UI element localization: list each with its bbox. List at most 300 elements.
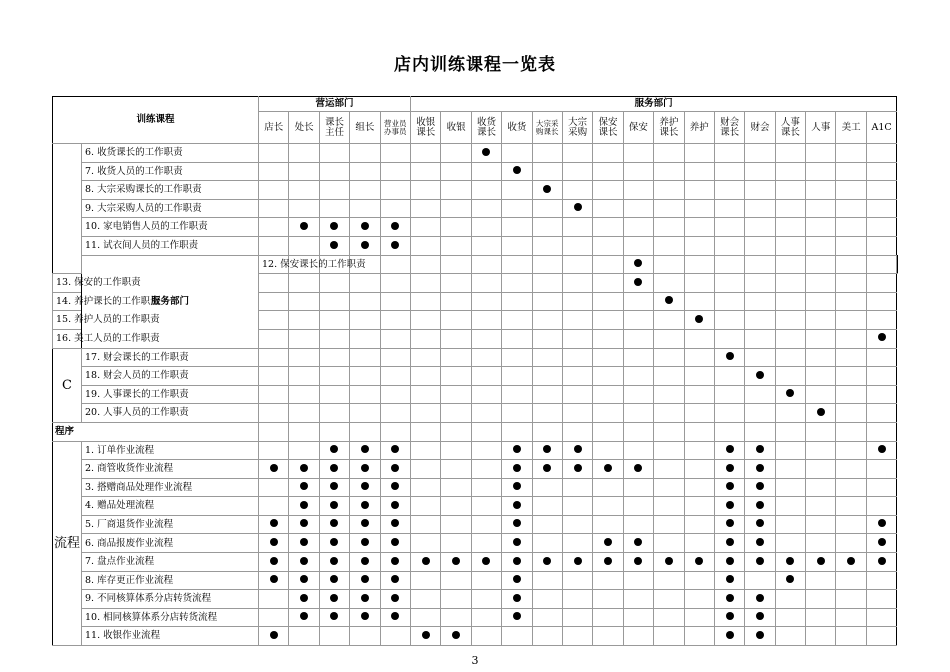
mark-cell <box>654 162 684 181</box>
bullet-dot-icon <box>330 538 338 546</box>
mark-cell <box>654 460 684 479</box>
mark-cell <box>806 292 836 311</box>
mark-cell <box>654 478 684 497</box>
bullet-dot-icon <box>391 612 399 620</box>
mark-cell <box>502 460 532 479</box>
bullet-dot-icon <box>695 557 703 565</box>
mark-cell <box>411 478 441 497</box>
mark-cell <box>319 274 349 293</box>
mark-cell <box>380 329 410 348</box>
mark-cell <box>380 236 410 255</box>
mark-cell <box>684 348 714 367</box>
mark-cell <box>532 422 562 441</box>
bullet-dot-icon <box>756 594 764 602</box>
mark-cell <box>714 441 744 460</box>
bullet-dot-icon <box>391 464 399 472</box>
mark-cell <box>836 144 866 163</box>
mark-cell <box>259 218 289 237</box>
mark-cell <box>532 311 562 330</box>
mark-cell <box>654 255 684 274</box>
bullet-dot-icon <box>361 575 369 583</box>
mark-cell <box>623 478 653 497</box>
mark-cell <box>532 367 562 386</box>
mark-cell <box>745 441 775 460</box>
column-header: 养护 课长 <box>654 112 684 144</box>
bullet-dot-icon <box>300 501 308 509</box>
bullet-dot-icon <box>878 333 886 341</box>
mark-cell <box>714 422 744 441</box>
mark-cell <box>775 385 805 404</box>
mark-cell <box>714 515 744 534</box>
mark-cell <box>562 553 592 572</box>
mark-cell <box>745 199 775 218</box>
mark-cell <box>684 534 714 553</box>
mark-cell <box>471 404 501 423</box>
bullet-dot-icon <box>878 519 886 527</box>
mark-cell <box>502 385 532 404</box>
bullet-dot-icon <box>634 538 642 546</box>
mark-cell <box>745 422 775 441</box>
bullet-dot-icon <box>330 501 338 509</box>
bullet-dot-icon <box>786 557 794 565</box>
mark-cell <box>350 311 380 330</box>
column-header: 人事 <box>806 112 836 144</box>
process-item: 7. 盘点作业流程 <box>82 553 259 572</box>
mark-cell <box>471 385 501 404</box>
mark-cell <box>259 311 289 330</box>
mark-cell <box>441 236 471 255</box>
mark-cell <box>289 385 319 404</box>
mark-cell <box>714 460 744 479</box>
mark-cell <box>441 144 471 163</box>
mark-cell <box>380 199 410 218</box>
mark-cell <box>623 255 653 274</box>
mark-cell <box>411 441 441 460</box>
mark-cell <box>502 422 532 441</box>
mark-cell <box>411 348 441 367</box>
mark-cell <box>259 199 289 218</box>
mark-cell <box>380 311 410 330</box>
mark-cell <box>380 478 410 497</box>
mark-cell <box>471 590 501 609</box>
mark-cell <box>866 367 896 386</box>
mark-cell <box>806 590 836 609</box>
bullet-dot-icon <box>330 464 338 472</box>
mark-cell <box>623 441 653 460</box>
mark-cell <box>623 329 653 348</box>
mark-cell <box>289 404 319 423</box>
mark-cell <box>623 162 653 181</box>
mark-cell <box>714 274 744 293</box>
mark-cell <box>562 162 592 181</box>
mark-cell <box>380 534 410 553</box>
mark-cell <box>259 515 289 534</box>
bullet-dot-icon <box>270 519 278 527</box>
bullet-dot-icon <box>786 575 794 583</box>
mark-cell <box>775 608 805 627</box>
mark-cell <box>319 590 349 609</box>
bullet-dot-icon <box>756 464 764 472</box>
mark-cell <box>684 199 714 218</box>
mark-cell <box>502 497 532 516</box>
mark-cell <box>289 181 319 200</box>
bullet-dot-icon <box>574 557 582 565</box>
mark-cell <box>745 218 775 237</box>
mark-cell <box>562 292 592 311</box>
mark-cell <box>532 404 562 423</box>
section-letter: C <box>53 348 82 422</box>
mark-cell <box>806 404 836 423</box>
bullet-dot-icon <box>513 612 521 620</box>
process-item: 10. 相同核算体系分店转货流程 <box>82 608 259 627</box>
bullet-dot-icon <box>878 538 886 546</box>
mark-cell <box>319 292 349 311</box>
mark-cell <box>654 199 684 218</box>
mark-cell <box>684 274 714 293</box>
bullet-dot-icon <box>726 575 734 583</box>
mark-cell <box>714 590 744 609</box>
column-header: 组长 <box>350 112 380 144</box>
bullet-dot-icon <box>634 278 642 286</box>
mark-cell <box>745 144 775 163</box>
mark-cell <box>836 274 866 293</box>
mark-cell <box>532 534 562 553</box>
mark-cell <box>259 497 289 516</box>
column-header: 营业员 办事员 <box>380 112 410 144</box>
mark-cell <box>441 199 471 218</box>
mark-cell <box>866 274 896 293</box>
mark-cell <box>350 422 380 441</box>
mark-cell <box>350 144 380 163</box>
mark-cell <box>714 348 744 367</box>
mark-cell <box>259 236 289 255</box>
mark-cell <box>623 144 653 163</box>
mark-cell <box>654 144 684 163</box>
mark-cell <box>806 144 836 163</box>
mark-cell <box>289 348 319 367</box>
mark-cell <box>866 162 896 181</box>
bullet-dot-icon <box>361 538 369 546</box>
bullet-dot-icon <box>665 557 673 565</box>
mark-cell <box>866 608 896 627</box>
mark-cell <box>654 534 684 553</box>
mark-cell <box>411 515 441 534</box>
mark-cell <box>806 367 836 386</box>
mark-cell <box>806 627 836 646</box>
mark-cell <box>532 274 562 293</box>
bullet-dot-icon <box>726 538 734 546</box>
mark-cell <box>684 181 714 200</box>
mark-cell <box>319 422 349 441</box>
mark-cell <box>562 255 592 274</box>
mark-cell <box>775 162 805 181</box>
mark-cell <box>593 497 623 516</box>
bullet-dot-icon <box>574 203 582 211</box>
mark-cell <box>866 627 896 646</box>
mark-cell <box>562 385 592 404</box>
bullet-dot-icon <box>300 612 308 620</box>
mark-cell <box>593 199 623 218</box>
mark-cell <box>623 311 653 330</box>
bullet-dot-icon <box>574 464 582 472</box>
mark-cell <box>532 627 562 646</box>
mark-cell <box>866 553 896 572</box>
bullet-dot-icon <box>513 482 521 490</box>
mark-cell <box>714 162 744 181</box>
mark-cell <box>654 515 684 534</box>
mark-cell <box>866 571 896 590</box>
mark-cell <box>593 162 623 181</box>
bullet-dot-icon <box>604 538 612 546</box>
mark-cell <box>775 329 805 348</box>
mark-cell <box>562 608 592 627</box>
mark-cell <box>714 199 744 218</box>
bullet-dot-icon <box>513 594 521 602</box>
mark-cell <box>593 255 623 274</box>
bullet-dot-icon <box>361 594 369 602</box>
mark-cell <box>684 590 714 609</box>
mark-cell <box>866 515 896 534</box>
mark-cell <box>562 460 592 479</box>
mark-cell <box>654 497 684 516</box>
mark-cell <box>502 329 532 348</box>
mark-cell <box>319 515 349 534</box>
mark-cell <box>380 404 410 423</box>
mark-cell <box>866 404 896 423</box>
mark-cell <box>289 608 319 627</box>
mark-cell <box>623 348 653 367</box>
mark-cell <box>714 329 744 348</box>
column-header: 收货 课长 <box>471 112 501 144</box>
mark-cell <box>411 534 441 553</box>
mark-cell <box>350 478 380 497</box>
mark-cell <box>806 497 836 516</box>
column-header: 保安 <box>623 112 653 144</box>
mark-cell <box>836 367 866 386</box>
mark-cell <box>866 181 896 200</box>
mark-cell <box>775 553 805 572</box>
bullet-dot-icon <box>513 557 521 565</box>
mark-cell <box>441 274 471 293</box>
course-item: 18. 财会人员的工作职责 <box>82 367 259 386</box>
mark-cell <box>411 199 441 218</box>
bullet-dot-icon <box>756 445 764 453</box>
program-label: 程序 <box>53 422 259 441</box>
mark-cell <box>350 236 380 255</box>
mark-cell <box>836 329 866 348</box>
mark-cell <box>411 608 441 627</box>
mark-cell <box>684 385 714 404</box>
course-item: 12. 保安课长的工作职责 <box>259 255 289 274</box>
mark-cell <box>532 608 562 627</box>
mark-cell <box>380 348 410 367</box>
mark-cell <box>532 292 562 311</box>
mark-cell <box>775 311 805 330</box>
mark-cell <box>441 571 471 590</box>
bullet-dot-icon <box>817 408 825 416</box>
group-header-ops: 营运部门 <box>259 97 411 112</box>
mark-cell <box>411 571 441 590</box>
course-item: 20. 人事人员的工作职责 <box>82 404 259 423</box>
mark-cell <box>350 348 380 367</box>
mark-cell <box>259 367 289 386</box>
mark-cell <box>654 236 684 255</box>
mark-cell <box>745 534 775 553</box>
mark-cell <box>836 497 866 516</box>
mark-cell <box>745 181 775 200</box>
course-item: 8. 大宗采购课长的工作职责 <box>82 181 259 200</box>
mark-cell <box>714 627 744 646</box>
mark-cell <box>562 422 592 441</box>
course-item: 10. 家电销售人员的工作职责 <box>82 218 259 237</box>
mark-cell <box>654 608 684 627</box>
mark-cell <box>259 441 289 460</box>
mark-cell <box>350 404 380 423</box>
mark-cell <box>775 404 805 423</box>
column-header: 收货 <box>502 112 532 144</box>
bullet-dot-icon <box>330 222 338 230</box>
bullet-dot-icon <box>756 371 764 379</box>
bullet-dot-icon <box>300 519 308 527</box>
mark-cell <box>806 553 836 572</box>
mark-cell <box>593 274 623 293</box>
bullet-dot-icon <box>452 557 460 565</box>
mark-cell <box>623 627 653 646</box>
mark-cell <box>806 199 836 218</box>
bullet-dot-icon <box>361 222 369 230</box>
mark-cell <box>441 478 471 497</box>
bullet-dot-icon <box>634 557 642 565</box>
mark-cell <box>502 255 532 274</box>
mark-cell <box>593 329 623 348</box>
mark-cell <box>714 255 744 274</box>
mark-cell <box>502 553 532 572</box>
mark-cell <box>654 627 684 646</box>
mark-cell <box>623 274 653 293</box>
mark-cell <box>593 590 623 609</box>
mark-cell <box>471 422 501 441</box>
mark-cell <box>684 329 714 348</box>
bullet-dot-icon <box>878 557 886 565</box>
mark-cell <box>623 515 653 534</box>
mark-cell <box>593 515 623 534</box>
column-header: 收银 <box>441 112 471 144</box>
bullet-dot-icon <box>391 222 399 230</box>
mark-cell <box>654 367 684 386</box>
mark-cell <box>866 534 896 553</box>
mark-cell <box>471 478 501 497</box>
mark-cell <box>684 311 714 330</box>
mark-cell <box>623 236 653 255</box>
mark-cell <box>532 199 562 218</box>
bullet-dot-icon <box>300 594 308 602</box>
mark-cell <box>836 553 866 572</box>
column-header: 大宗 采购 <box>562 112 592 144</box>
mark-cell <box>532 441 562 460</box>
process-item: 6. 商品报废作业流程 <box>82 534 259 553</box>
mark-cell <box>866 144 896 163</box>
mark-cell <box>593 422 623 441</box>
mark-cell <box>441 292 471 311</box>
mark-cell <box>684 608 714 627</box>
mark-cell <box>532 553 562 572</box>
mark-cell <box>471 199 501 218</box>
mark-cell <box>836 199 866 218</box>
mark-cell <box>562 311 592 330</box>
mark-cell <box>380 255 410 274</box>
mark-cell <box>532 497 562 516</box>
mark-cell <box>289 311 319 330</box>
mark-cell <box>471 497 501 516</box>
mark-cell <box>502 478 532 497</box>
mark-cell <box>259 292 289 311</box>
mark-cell <box>502 181 532 200</box>
bullet-dot-icon <box>361 445 369 453</box>
bullet-dot-icon <box>482 148 490 156</box>
mark-cell <box>411 497 441 516</box>
mark-cell <box>319 404 349 423</box>
mark-cell <box>836 218 866 237</box>
mark-cell <box>532 181 562 200</box>
mark-cell <box>502 608 532 627</box>
mark-cell <box>350 199 380 218</box>
mark-cell <box>532 144 562 163</box>
mark-cell <box>836 181 866 200</box>
mark-cell <box>289 497 319 516</box>
mark-cell <box>350 497 380 516</box>
mark-cell <box>289 590 319 609</box>
mark-cell <box>745 478 775 497</box>
mark-cell <box>806 218 836 237</box>
mark-cell <box>866 236 896 255</box>
mark-cell <box>775 292 805 311</box>
mark-cell <box>380 422 410 441</box>
mark-cell <box>593 367 623 386</box>
course-table <box>52 96 898 646</box>
bullet-dot-icon <box>513 166 521 174</box>
mark-cell <box>471 181 501 200</box>
mark-cell <box>380 181 410 200</box>
column-header: 人事 课长 <box>775 112 805 144</box>
mark-cell <box>684 404 714 423</box>
mark-cell <box>502 627 532 646</box>
mark-cell <box>775 144 805 163</box>
mark-cell <box>562 590 592 609</box>
mark-cell <box>593 478 623 497</box>
bullet-dot-icon <box>330 612 338 620</box>
bullet-dot-icon <box>513 519 521 527</box>
mark-cell <box>441 497 471 516</box>
bullet-dot-icon <box>361 501 369 509</box>
mark-cell <box>319 348 349 367</box>
mark-cell <box>471 144 501 163</box>
bullet-dot-icon <box>391 482 399 490</box>
mark-cell <box>532 218 562 237</box>
mark-cell <box>441 553 471 572</box>
mark-cell <box>411 181 441 200</box>
process-item: 2. 商管收货作业流程 <box>82 460 259 479</box>
mark-cell <box>471 348 501 367</box>
mark-cell <box>380 627 410 646</box>
bullet-dot-icon <box>726 557 734 565</box>
mark-cell <box>411 404 441 423</box>
mark-cell <box>654 218 684 237</box>
mark-cell <box>471 553 501 572</box>
mark-cell <box>289 422 319 441</box>
mark-cell <box>289 515 319 534</box>
mark-cell <box>623 181 653 200</box>
group-header-service: 服务部门 <box>411 97 897 112</box>
